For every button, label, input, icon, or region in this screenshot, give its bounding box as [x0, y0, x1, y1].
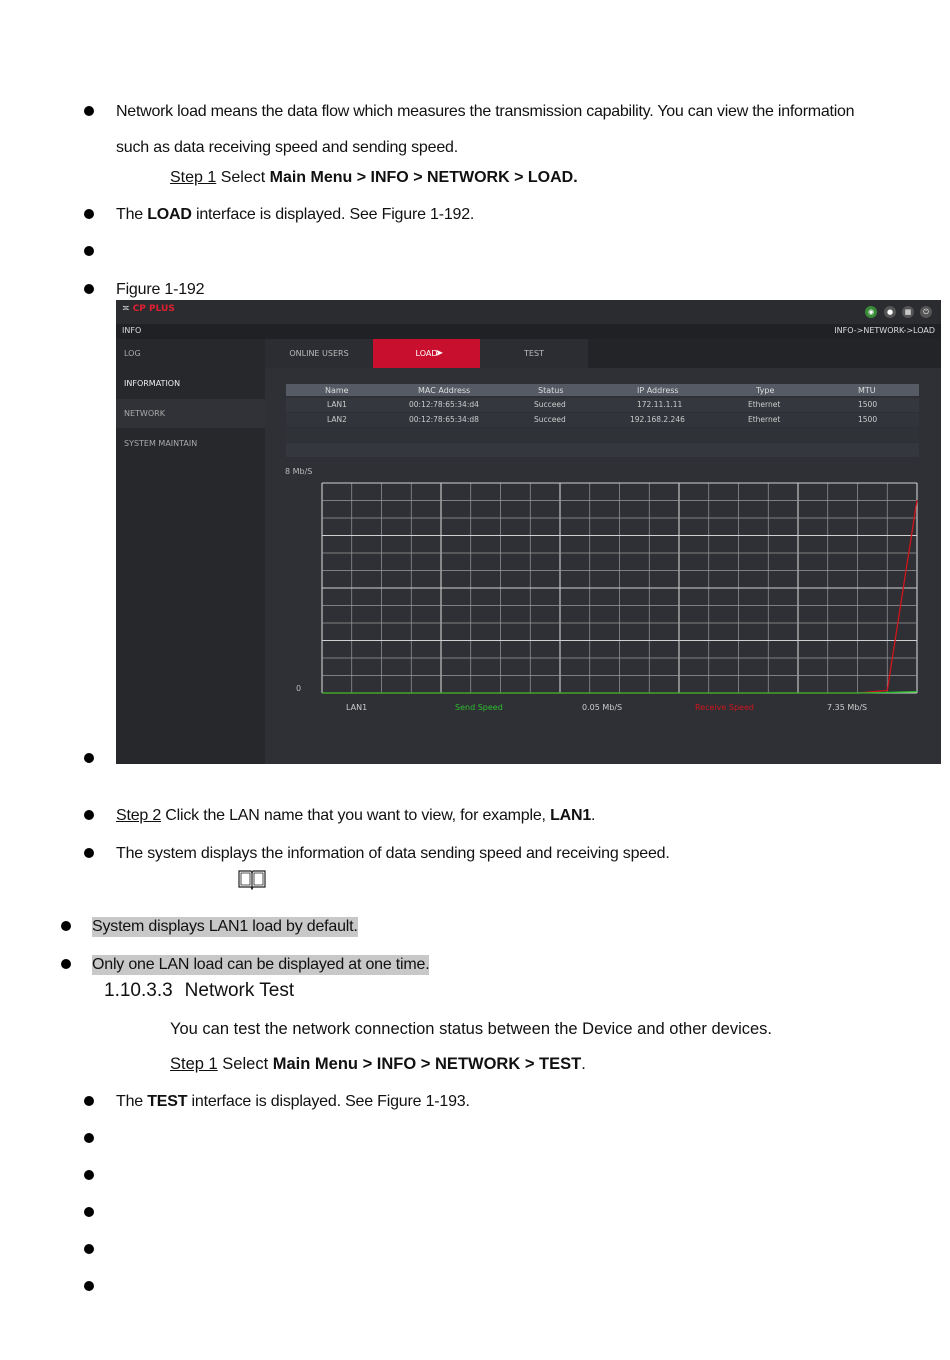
- eye-icon[interactable]: ◉: [865, 306, 877, 318]
- text: .: [591, 807, 596, 824]
- cell: Succeed: [534, 400, 566, 409]
- lan1-bold: LAN1: [550, 807, 592, 824]
- breadcrumb-bar: [116, 324, 941, 339]
- bullet: [61, 959, 71, 969]
- bullet: [84, 209, 94, 219]
- text: Select: [217, 1055, 273, 1073]
- bullet: [84, 1281, 94, 1291]
- table-row-empty: [286, 443, 919, 457]
- power-icon[interactable]: ⏻: [920, 306, 932, 318]
- sidebar: [116, 339, 265, 764]
- bullet: [84, 1170, 94, 1180]
- system-line: The system displays the information of data sending speed and receiving speed.: [116, 845, 670, 862]
- text: interface is displayed. See Figure 1-192.: [191, 206, 475, 223]
- bullet: [84, 246, 94, 256]
- step-label: Step 2: [116, 807, 162, 824]
- legend-lan[interactable]: LAN1: [346, 703, 368, 712]
- tab-load[interactable]: LOAD: [373, 339, 480, 368]
- bullet: [84, 284, 94, 294]
- tab-test[interactable]: TEST: [480, 339, 588, 368]
- bullet: [84, 810, 94, 820]
- cell: 1500: [858, 415, 878, 424]
- col-mac: MAC Address: [418, 386, 471, 395]
- table-row-empty: [286, 428, 919, 442]
- brand-name: CP PLUS: [132, 304, 175, 314]
- figure-label: Figure 1-192: [116, 281, 205, 298]
- cell: 172.11.1.11: [637, 400, 683, 409]
- bullet: [84, 1244, 94, 1254]
- text: interface is displayed. See Figure 1-193.: [187, 1093, 470, 1110]
- section-heading: [104, 980, 294, 1002]
- section-title: INFO: [122, 326, 142, 335]
- load-chart: [282, 460, 927, 720]
- load-screenshot: [116, 300, 941, 764]
- menu-path: Main Menu > INFO > NETWORK > TEST: [272, 1055, 582, 1073]
- bullet: [84, 848, 94, 858]
- sidebar-item-system-maintain[interactable]: SYSTEM MAINTAIN: [124, 439, 198, 448]
- book-note-icon: [237, 868, 267, 890]
- cell: 00:12:78:65:34:d8: [409, 415, 479, 424]
- intro-line-2: such as data receiving speed and sending speed.: [116, 139, 458, 156]
- intro-line-1: Network load means the data flow which measures the transmission capability. You can view the information: [116, 103, 855, 120]
- table-row[interactable]: [286, 413, 919, 427]
- step1-load: [170, 168, 578, 188]
- col-status: Status: [538, 386, 564, 395]
- logo: [122, 304, 175, 314]
- bullet: [84, 1133, 94, 1143]
- test-intro: You can test the network connection status between the Device and other devices.: [170, 1020, 773, 1038]
- cell: LAN1: [327, 400, 347, 409]
- legend-recv-label: Receive Speed: [695, 703, 754, 712]
- menu-path: Main Menu > INFO > NETWORK > LOAD.: [269, 169, 578, 186]
- sidebar-item-log[interactable]: LOG: [124, 349, 141, 358]
- grid-icon[interactable]: ▦: [902, 306, 914, 318]
- test-bold: TEST: [147, 1093, 188, 1110]
- cell: 00:12:78:65:34:d4: [409, 400, 479, 409]
- col-type: Type: [756, 386, 775, 395]
- step1-test: [170, 1054, 586, 1074]
- user-icon[interactable]: ●: [884, 306, 896, 318]
- step-label: Step 1: [170, 169, 217, 186]
- table-header: [286, 384, 919, 396]
- step2-line: [116, 806, 595, 826]
- load-bold: LOAD: [147, 206, 192, 223]
- section-title: Network Test: [184, 980, 295, 1001]
- cell: 192.168.2.246: [630, 415, 685, 424]
- step-label: Step 1: [170, 1055, 218, 1073]
- legend-send-label: Send Speed: [455, 703, 503, 712]
- y-tick-label: 0: [296, 684, 302, 693]
- bullet: [84, 1096, 94, 1106]
- cursor-icon: ➤: [435, 348, 444, 359]
- load-displayed-line: [116, 205, 474, 225]
- col-ip: IP Address: [637, 386, 679, 395]
- step-text: Select: [216, 169, 270, 186]
- text: Click the LAN name that you want to view, for example,: [161, 807, 551, 824]
- tab-online-users[interactable]: ONLINE USERS: [265, 339, 373, 368]
- cell: Ethernet: [748, 400, 781, 409]
- cell: Succeed: [534, 415, 566, 424]
- col-name: Name: [325, 386, 349, 395]
- text: The: [116, 1093, 148, 1110]
- legend-send-value: 0.05 Mb/S: [582, 703, 623, 712]
- top-bar: [116, 300, 941, 324]
- note-2: Only one LAN load can be displayed at one time.: [92, 956, 430, 973]
- legend-recv-value: 7.35 Mb/S: [827, 703, 868, 712]
- menu-icon: ≍: [122, 304, 130, 314]
- bullet: [61, 921, 71, 931]
- col-mtu: MTU: [858, 386, 876, 395]
- text: The: [116, 206, 148, 223]
- sidebar-item-information[interactable]: INFORMATION: [124, 379, 181, 388]
- section-number: 1.10.3.3: [104, 980, 173, 1001]
- y-tick-label: 8 Mb/S: [285, 467, 313, 476]
- cell: LAN2: [327, 415, 347, 424]
- cell: 1500: [858, 400, 878, 409]
- bullet: [84, 106, 94, 116]
- sidebar-item-network[interactable]: NETWORK: [124, 409, 165, 418]
- cell: Ethernet: [748, 415, 781, 424]
- breadcrumb: INFO->NETWORK->LOAD: [834, 326, 935, 335]
- bullet: [84, 753, 94, 763]
- test-displayed-line: [116, 1092, 470, 1112]
- table-row[interactable]: [286, 398, 919, 412]
- bullet: [84, 1207, 94, 1217]
- note-1: System displays LAN1 load by default.: [92, 918, 358, 935]
- text: .: [581, 1055, 586, 1073]
